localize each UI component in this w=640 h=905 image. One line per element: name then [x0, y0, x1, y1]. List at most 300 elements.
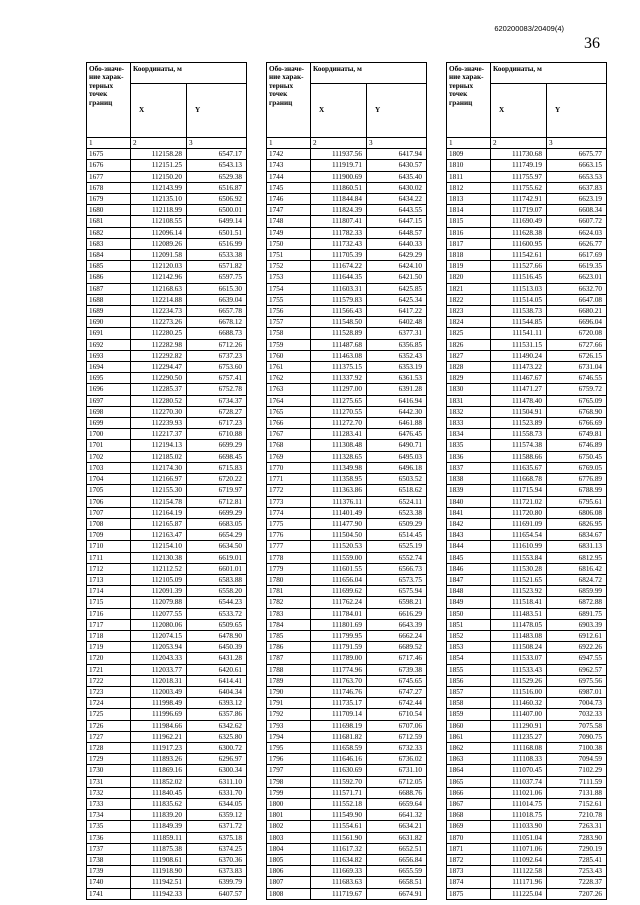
- point-number: 1778: [267, 552, 311, 563]
- point-number: 1773: [267, 496, 311, 507]
- point-number: 1820: [447, 272, 491, 283]
- table-row: [447, 608, 607, 619]
- table-row: [447, 630, 607, 641]
- table-row: [267, 283, 427, 294]
- coord-x: 111490.24: [491, 350, 547, 361]
- coord-x: 112158.28: [131, 149, 187, 160]
- coord-y: 6717.23: [187, 418, 247, 429]
- point-number: 1777: [267, 541, 311, 552]
- point-number: 1862: [447, 742, 491, 753]
- coord-x: 111998.49: [131, 698, 187, 709]
- coord-x: 111919.71: [311, 160, 367, 171]
- coord-y: 6547.17: [187, 149, 247, 160]
- coord-x: 111558.73: [491, 429, 547, 440]
- coord-x: 111014.75: [491, 798, 547, 809]
- table-row: [447, 474, 607, 485]
- point-number: 1686: [87, 272, 131, 283]
- coord-x: 111538.73: [491, 306, 547, 317]
- point-number: 1853: [447, 642, 491, 653]
- point-number: 1794: [267, 731, 311, 742]
- coord-y: 6434.22: [367, 194, 427, 205]
- table-row: [447, 283, 607, 294]
- point-number: 1736: [87, 832, 131, 843]
- point-number: 1715: [87, 597, 131, 608]
- table-row: [87, 866, 247, 877]
- point-number: 1844: [447, 541, 491, 552]
- coord-x: 111471.27: [491, 384, 547, 395]
- table-row: [447, 709, 607, 720]
- point-number: 1860: [447, 720, 491, 731]
- coord-y: 6431.28: [187, 653, 247, 664]
- coord-x: 112234.73: [131, 306, 187, 317]
- coord-x: 112143.99: [131, 182, 187, 193]
- coord-y: 6566.73: [367, 563, 427, 574]
- coord-x: 111467.67: [491, 373, 547, 384]
- table-row: [447, 642, 607, 653]
- table-row: [447, 328, 607, 339]
- coord-x: 111749.19: [491, 160, 547, 171]
- coord-x: 111908.61: [131, 855, 187, 866]
- coord-x: 112214.88: [131, 294, 187, 305]
- coord-y: 7263.31: [547, 821, 607, 832]
- table-row: [447, 238, 607, 249]
- point-number: 1833: [447, 418, 491, 429]
- table-row: [447, 563, 607, 574]
- point-number: 1816: [447, 227, 491, 238]
- table-row: [447, 832, 607, 843]
- coord-y: 6623.19: [547, 194, 607, 205]
- coord-y: 6619.35: [547, 261, 607, 272]
- coord-x: 111690.49: [491, 216, 547, 227]
- coord-y: 6891.75: [547, 608, 607, 619]
- coord-x: 111297.00: [311, 384, 367, 395]
- point-number: 1741: [87, 888, 131, 899]
- coord-x: 112273.26: [131, 317, 187, 328]
- coord-y: 6715.83: [187, 462, 247, 473]
- coord-x: 111849.39: [131, 821, 187, 832]
- coord-y: 6607.72: [547, 216, 607, 227]
- coord-y: 6370.36: [187, 855, 247, 866]
- table-row: [87, 821, 247, 832]
- point-number: 1691: [87, 328, 131, 339]
- coord-x: 112151.25: [131, 160, 187, 171]
- coord-x: 112217.37: [131, 429, 187, 440]
- point-number: 1824: [447, 317, 491, 328]
- table-row: [267, 507, 427, 518]
- coord-x: 111824.39: [311, 205, 367, 216]
- point-number: 1675: [87, 149, 131, 160]
- point-number: 1683: [87, 238, 131, 249]
- coord-x: 111839.20: [131, 810, 187, 821]
- point-number: 1788: [267, 664, 311, 675]
- point-number: 1850: [447, 608, 491, 619]
- table-row: [267, 664, 427, 675]
- coord-x: 112154.10: [131, 541, 187, 552]
- coord-x: 111037.74: [491, 776, 547, 787]
- table-row: [87, 194, 247, 205]
- point-number: 1734: [87, 810, 131, 821]
- coord-y: 6752.78: [187, 384, 247, 395]
- table-row: [267, 384, 427, 395]
- coord-y: 6617.69: [547, 250, 607, 261]
- coord-x: 111782.33: [311, 227, 367, 238]
- coord-x: 111533.43: [491, 664, 547, 675]
- coord-x: 111628.38: [491, 227, 547, 238]
- point-number: 1744: [267, 171, 311, 182]
- coord-y: 6947.55: [547, 653, 607, 664]
- coord-y: 6331.70: [187, 787, 247, 798]
- table-row: [87, 619, 247, 630]
- point-number: 1873: [447, 866, 491, 877]
- coord-y: 6816.42: [547, 563, 607, 574]
- point-number: 1723: [87, 686, 131, 697]
- coord-y: 6597.75: [187, 272, 247, 283]
- y-axis-header: Y: [547, 83, 607, 137]
- coord-y: 7131.88: [547, 787, 607, 798]
- coord-y: 6859.99: [547, 586, 607, 597]
- coord-y: 6747.27: [367, 686, 427, 697]
- coord-x: 111478.05: [491, 619, 547, 630]
- coord-x: 111552.18: [311, 798, 367, 809]
- coord-y: 6652.51: [367, 843, 427, 854]
- point-number: 1790: [267, 686, 311, 697]
- coord-y: 6373.83: [187, 866, 247, 877]
- table-row: [267, 541, 427, 552]
- table-row: [447, 855, 607, 866]
- coord-y: 6325.80: [187, 731, 247, 742]
- coordinates-table-1: [86, 62, 247, 900]
- coord-y: 6710.88: [187, 429, 247, 440]
- point-number: 1846: [447, 563, 491, 574]
- coord-x: 111610.99: [491, 541, 547, 552]
- point-number: 1852: [447, 630, 491, 641]
- point-number: 1746: [267, 194, 311, 205]
- point-number: 1763: [267, 384, 311, 395]
- coord-y: 6912.61: [547, 630, 607, 641]
- table-row: [447, 194, 607, 205]
- point-number: 1783: [267, 608, 311, 619]
- coord-x: 111942.51: [131, 877, 187, 888]
- point-number: 1718: [87, 630, 131, 641]
- coord-y: 6688.76: [367, 787, 427, 798]
- coord-x: 111746.76: [311, 686, 367, 697]
- coord-x: 112053.94: [131, 642, 187, 653]
- coord-x: 111561.90: [311, 832, 367, 843]
- table-row: [447, 675, 607, 686]
- coord-y: 6443.55: [367, 205, 427, 216]
- table-row: [267, 832, 427, 843]
- y-axis-header: Y: [187, 83, 247, 137]
- table-row: [87, 261, 247, 272]
- coord-y: 6824.72: [547, 574, 607, 585]
- coord-y: 6688.73: [187, 328, 247, 339]
- table-row: [87, 664, 247, 675]
- point-number: 1772: [267, 485, 311, 496]
- point-number: 1759: [267, 339, 311, 350]
- coord-x: 111559.00: [311, 552, 367, 563]
- table-row: [87, 518, 247, 529]
- point-number: 1832: [447, 406, 491, 417]
- point-number: 1854: [447, 653, 491, 664]
- point-number: 1828: [447, 362, 491, 373]
- point-number: 1702: [87, 451, 131, 462]
- point-number: 1762: [267, 373, 311, 384]
- table-row: [447, 810, 607, 821]
- table-row: [447, 518, 607, 529]
- coord-y: 6543.13: [187, 160, 247, 171]
- coord-x: 111698.19: [311, 720, 367, 731]
- table-row: [447, 541, 607, 552]
- coord-y: 6516.99: [187, 238, 247, 249]
- coord-x: 111554.61: [311, 821, 367, 832]
- coord-y: 6698.45: [187, 451, 247, 462]
- coord-y: 6639.04: [187, 294, 247, 305]
- point-number: 1713: [87, 574, 131, 585]
- coord-y: 6788.99: [547, 485, 607, 496]
- point-number: 1730: [87, 765, 131, 776]
- coordinates-header: Координаты, м: [311, 63, 427, 84]
- point-number: 1825: [447, 328, 491, 339]
- table-row: [267, 182, 427, 193]
- coord-y: 6442.30: [367, 406, 427, 417]
- point-number: 1813: [447, 194, 491, 205]
- point-number: 1774: [267, 507, 311, 518]
- table-row: [447, 720, 607, 731]
- table-row: [447, 586, 607, 597]
- coord-x: 112282.98: [131, 339, 187, 350]
- coord-x: 111732.43: [311, 238, 367, 249]
- coord-y: 6377.31: [367, 328, 427, 339]
- coord-x: 111571.71: [311, 787, 367, 798]
- point-number: 1678: [87, 182, 131, 193]
- point-number: 1793: [267, 720, 311, 731]
- coord-x: 111617.32: [311, 843, 367, 854]
- page-number: 36: [584, 35, 600, 52]
- point-number: 1819: [447, 261, 491, 272]
- point-number: 1766: [267, 418, 311, 429]
- table-row: [267, 395, 427, 406]
- table-row: [267, 698, 427, 709]
- coord-x: 112285.37: [131, 384, 187, 395]
- point-number: 1697: [87, 395, 131, 406]
- table-row: [87, 362, 247, 373]
- coord-y: 6496.18: [367, 462, 427, 473]
- coord-y: 6420.61: [187, 664, 247, 675]
- coord-x: 112155.30: [131, 485, 187, 496]
- table-row: [87, 451, 247, 462]
- coord-y: 6544.23: [187, 597, 247, 608]
- table-row: [87, 552, 247, 563]
- coord-x: 111527.66: [491, 261, 547, 272]
- coord-x: 112043.33: [131, 653, 187, 664]
- coord-x: 111801.69: [311, 619, 367, 630]
- coord-x: 111407.00: [491, 709, 547, 720]
- coord-y: 6430.57: [367, 160, 427, 171]
- coord-x: 112150.20: [131, 171, 187, 182]
- coord-x: 111601.55: [311, 563, 367, 574]
- coord-y: 6533.38: [187, 250, 247, 261]
- table-row: [447, 429, 607, 440]
- table-row: [87, 250, 247, 261]
- coord-x: 112091.39: [131, 586, 187, 597]
- point-number: 1724: [87, 698, 131, 709]
- coord-y: 6647.08: [547, 294, 607, 305]
- point-number: 1859: [447, 709, 491, 720]
- coord-x: 111719.07: [491, 205, 547, 216]
- coord-x: 111835.62: [131, 798, 187, 809]
- point-number: 1757: [267, 317, 311, 328]
- point-number: 1815: [447, 216, 491, 227]
- coord-x: 111376.11: [311, 496, 367, 507]
- table-row: [447, 574, 607, 585]
- point-number: 1681: [87, 216, 131, 227]
- coord-x: 111523.89: [491, 418, 547, 429]
- table-row: [87, 406, 247, 417]
- coord-x: 111681.82: [311, 731, 367, 742]
- table-row: [447, 395, 607, 406]
- coord-y: 6296.97: [187, 754, 247, 765]
- table-row: [447, 485, 607, 496]
- table-row: [267, 866, 427, 877]
- table-row: [267, 216, 427, 227]
- table-row: [87, 586, 247, 597]
- coord-x: 111033.90: [491, 821, 547, 832]
- table-row: [267, 474, 427, 485]
- coord-y: 6523.38: [367, 507, 427, 518]
- point-number: 1781: [267, 586, 311, 597]
- coord-x: 112163.47: [131, 530, 187, 541]
- coord-x: 112080.06: [131, 619, 187, 630]
- coord-y: 6987.01: [547, 686, 607, 697]
- coord-x: 111869.16: [131, 765, 187, 776]
- coord-x: 111473.22: [491, 362, 547, 373]
- coord-y: 6558.20: [187, 586, 247, 597]
- coord-y: 6393.12: [187, 698, 247, 709]
- coord-y: 6490.71: [367, 440, 427, 451]
- point-number: 1818: [447, 250, 491, 261]
- point-number: 1685: [87, 261, 131, 272]
- coord-x: 111603.31: [311, 283, 367, 294]
- point-number: 1739: [87, 866, 131, 877]
- coord-y: 6662.24: [367, 630, 427, 641]
- table-row: [447, 373, 607, 384]
- coord-x: 111513.03: [491, 283, 547, 294]
- table-row: [267, 406, 427, 417]
- coord-x: 111762.24: [311, 597, 367, 608]
- table-row: [447, 530, 607, 541]
- coord-y: 6637.83: [547, 182, 607, 193]
- coord-x: 111656.04: [311, 574, 367, 585]
- table-row: [267, 250, 427, 261]
- column-number: 2: [491, 138, 547, 149]
- coord-y: 7102.29: [547, 765, 607, 776]
- coord-x: 111460.32: [491, 698, 547, 709]
- coord-x: 111774.96: [311, 664, 367, 675]
- point-number: 1804: [267, 843, 311, 854]
- coord-x: 111530.28: [491, 563, 547, 574]
- point-number: 1695: [87, 373, 131, 384]
- point-number: 1776: [267, 530, 311, 541]
- table-row: [267, 754, 427, 765]
- coord-y: 6653.53: [547, 171, 607, 182]
- table-row: [267, 586, 427, 597]
- table-row: [447, 440, 607, 451]
- table-row: [87, 530, 247, 541]
- point-number: 1682: [87, 227, 131, 238]
- coord-y: 6424.10: [367, 261, 427, 272]
- point-number: 1780: [267, 574, 311, 585]
- coord-y: 6525.19: [367, 541, 427, 552]
- coord-x: 111018.75: [491, 810, 547, 821]
- coord-y: 6699.29: [187, 507, 247, 518]
- point-number: 1745: [267, 182, 311, 193]
- coord-y: 6583.88: [187, 574, 247, 585]
- coord-x: 111375.15: [311, 362, 367, 373]
- table-row: [267, 675, 427, 686]
- point-number: 1806: [267, 866, 311, 877]
- coord-y: 6750.45: [547, 451, 607, 462]
- point-number: 1791: [267, 698, 311, 709]
- coord-y: 6922.26: [547, 642, 607, 653]
- point-number: 1733: [87, 798, 131, 809]
- coord-x: 111840.45: [131, 787, 187, 798]
- table-row: [87, 418, 247, 429]
- table-row: [267, 362, 427, 373]
- table-row: [447, 451, 607, 462]
- coord-y: 6571.82: [187, 261, 247, 272]
- table-row: [87, 832, 247, 843]
- coord-y: 6359.12: [187, 810, 247, 821]
- coord-x: 111275.65: [311, 395, 367, 406]
- coord-y: 6734.37: [187, 395, 247, 406]
- coord-y: 6766.69: [547, 418, 607, 429]
- coord-x: 111784.01: [311, 608, 367, 619]
- point-number: 1843: [447, 530, 491, 541]
- table-row: [87, 686, 247, 697]
- coord-x: 111308.48: [311, 440, 367, 451]
- point-number: 1866: [447, 787, 491, 798]
- table-row: [447, 742, 607, 753]
- table-row: [87, 294, 247, 305]
- coord-x: 111791.59: [311, 642, 367, 653]
- coord-y: 6675.77: [547, 149, 607, 160]
- coord-y: 6371.72: [187, 821, 247, 832]
- coord-y: 6769.05: [547, 462, 607, 473]
- table-row: [267, 821, 427, 832]
- coord-y: 6435.40: [367, 171, 427, 182]
- coord-y: 6402.48: [367, 317, 427, 328]
- coord-x: 111349.98: [311, 462, 367, 473]
- table-row: [447, 698, 607, 709]
- point-number: 1696: [87, 384, 131, 395]
- table-row: [87, 653, 247, 664]
- point-number: 1677: [87, 171, 131, 182]
- coord-y: 6417.94: [367, 149, 427, 160]
- table-row: [87, 216, 247, 227]
- point-number: 1752: [267, 261, 311, 272]
- coord-y: 6476.45: [367, 429, 427, 440]
- coord-y: 6834.67: [547, 530, 607, 541]
- coord-x: 111092.64: [491, 855, 547, 866]
- coord-x: 111900.69: [311, 171, 367, 182]
- coord-x: 111478.40: [491, 395, 547, 406]
- coord-y: 6500.01: [187, 205, 247, 216]
- table-row: [87, 350, 247, 361]
- coord-y: 6461.88: [367, 418, 427, 429]
- coord-x: 111363.86: [311, 485, 367, 496]
- point-number: 1869: [447, 821, 491, 832]
- designation-header: Обо-значе-ние харак-терных точек границ: [267, 63, 311, 138]
